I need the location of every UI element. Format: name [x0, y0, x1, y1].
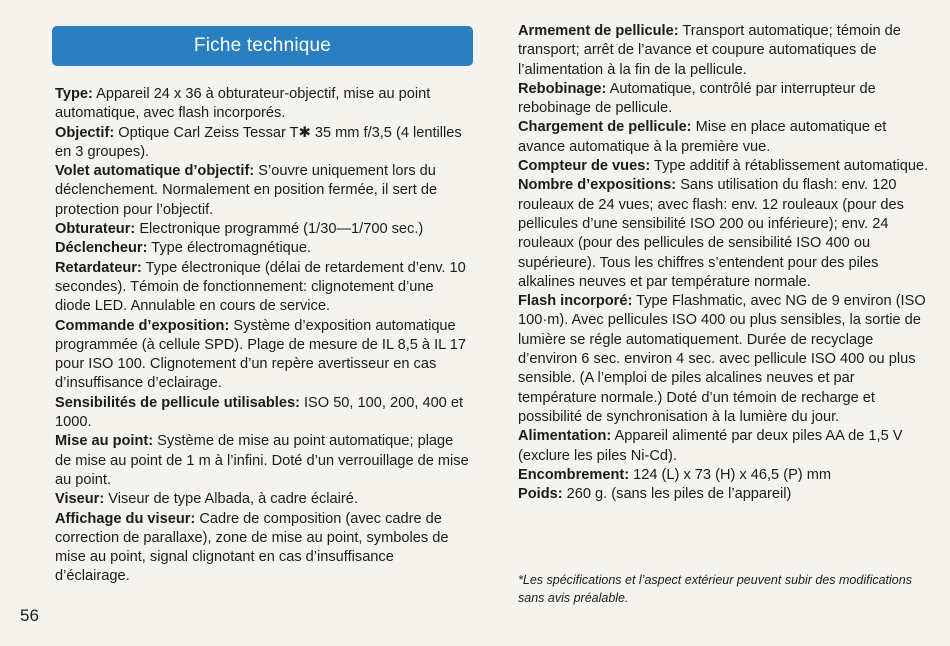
spec-term: Chargement de pellicule: — [518, 119, 692, 136]
section-title: Fiche technique — [193, 35, 332, 56]
spec-column-left — [55, 85, 470, 587]
spec-entry-volet — [55, 162, 470, 220]
spec-text: Sans utilisation du flash: env. 120 rouleaux de 24 vues; avec flash: env. 12 rouleaux (pour des pellicules d’une sensibilité ISO 200 ou inférieure); env. 24 rouleaux (pour des pellicules de sensibilité ISO 400 ou supérieure). Tous les chiffres s’entendent pour des piles alkalines neuves et par température normale. — [518, 177, 904, 290]
spec-text: Type additif à rétablissement automatique. — [653, 158, 929, 175]
spec-text: Type Flashmatic, avec NG de 9 environ (ISO 100·m). Avec pellicules ISO 400 ou plus sensibles, la sortie de lumière se régle automatiquement. Durée de recyclage d’environ 6 sec. environ 4 sec. avec pellicule ISO 400 ou plus sensible. (A l’emploi de piles alcalines neuves et par température normale.) Doté d’un témoin de recharge et possibilité de synchronisation à la lumière du jour. — [518, 293, 926, 425]
spec-term: Objectif: — [55, 124, 115, 141]
spec-term: Rebobinage: — [518, 80, 607, 97]
spec-term: Affichage du viseur: — [55, 510, 196, 527]
spec-text: Type électromagnétique. — [151, 240, 312, 257]
spec-text: Mise en place automatique et avance automatique à la première vue. — [518, 119, 887, 155]
spec-term: Poids: — [518, 486, 563, 503]
spec-term: Flash incorporé: — [518, 293, 633, 310]
spec-text: Système de mise au point automatique; plage de mise au point de 1 m à l’infini. Doté d’un verrouillage de mise au point. — [55, 433, 469, 488]
spec-entry-objectif — [55, 124, 470, 163]
spec-text: ISO 50, 100, 200, 400 et 1000. — [55, 394, 464, 431]
spec-term: Commande d’exposition: — [55, 317, 230, 334]
spec-entry-viseur — [55, 490, 470, 509]
spec-entry-sensibilites — [55, 394, 470, 433]
spec-term: Compteur de vues: — [518, 158, 651, 175]
spec-term: Mise au point: — [55, 433, 154, 450]
spec-text: Electronique programmé (1/30—1/700 sec.) — [139, 221, 424, 238]
spec-term: Alimentation: — [518, 428, 612, 445]
spec-term: Viseur: — [55, 491, 105, 508]
spec-entry-affichage — [55, 510, 470, 587]
spec-term: Type: — [55, 86, 93, 102]
spec-entry-expositions — [518, 176, 930, 292]
spec-term: Sensibilités de pellicule utilisables: — [55, 394, 300, 411]
spec-entry-declencheur — [55, 239, 470, 258]
spec-entry-obturateur — [55, 220, 470, 239]
spec-term: Armement de pellicule: — [518, 23, 679, 39]
spec-entry-chargement — [518, 118, 930, 157]
section-title-banner — [52, 26, 473, 66]
spec-text: Type électronique (délai de retardement d’env. 10 secondes). Témoin de fonctionnement: clignotement d’une diode LED. Annulable en cours de service. — [55, 259, 466, 315]
spec-text: 260 g. (sans les piles de l’appareil) — [566, 486, 792, 503]
spec-entry-alimentation — [518, 427, 930, 466]
spec-text: Système d’exposition automatique programmée (à cellule SPD). Plage de mesure de IL 8,5 à IL 17 pour ISO 100. Clignotement d’un repère avertisseur en cas d’insuffisance d’eclairage. — [55, 317, 467, 392]
footnote: *Les spécifications et l’aspect extérieur peuvent subir des modifications sans avis préalable. — [518, 573, 912, 605]
spec-term: Obturateur: — [55, 221, 136, 238]
spec-term: Nombre d’expositions: — [518, 177, 677, 194]
page-number: 56 — [20, 606, 39, 625]
spec-entry-rebobinage — [518, 80, 930, 119]
spec-term: Déclencheur: — [55, 240, 148, 257]
spec-column-right — [518, 22, 930, 504]
spec-text: 124 (L) x 73 (H) x 46,5 (P) mm — [633, 466, 832, 483]
spec-text: Automatique, contrôlé par interrupteur de rebobinage de pellicule. — [518, 80, 876, 117]
spec-entry-mise-au-point — [55, 432, 470, 490]
spec-entry-encombrement — [518, 466, 930, 485]
spec-entry-exposition — [55, 317, 470, 394]
spec-text: Appareil 24 x 36 à obturateur-objectif, mise au point automatique, avec flash incorporés. — [55, 86, 431, 122]
spec-text: S’ouvre uniquement lors du déclenchement. Normalement en position fermée, il sert de protection pour l’objectif. — [55, 163, 438, 218]
spec-text: Transport automatique; témoin de transport; arrêt de l’avance et coupure automatiques de l’alimentation à la fin de la pellicule. — [518, 23, 901, 78]
spec-term: Encombrement: — [518, 466, 630, 483]
spec-entry-retardateur — [55, 259, 470, 317]
spec-text: Optique Carl Zeiss Tessar T✱ 35 mm f/3,5 (4 lentilles en 3 groupes). — [55, 124, 462, 160]
spec-term: Volet automatique d’objectif: — [55, 163, 255, 180]
spec-text: Cadre de composition (avec cadre de correction de parallaxe), zone de mise au point, symboles de mise au point, signal clignotant en cas d’insuffisance d’éclairage. — [55, 510, 449, 585]
spec-entry-type — [55, 85, 470, 124]
spec-entry-flash — [518, 292, 930, 427]
spec-text: Appareil alimenté par deux piles AA de 1,5 V (exclure les piles Ni-Cd). — [518, 428, 903, 464]
spec-entry-armement — [518, 22, 930, 80]
spec-term: Retardateur: — [55, 259, 142, 276]
spec-entry-poids — [518, 485, 930, 504]
spec-text: Viseur de type Albada, à cadre éclairé. — [108, 491, 358, 508]
spec-entry-compteur — [518, 157, 930, 176]
